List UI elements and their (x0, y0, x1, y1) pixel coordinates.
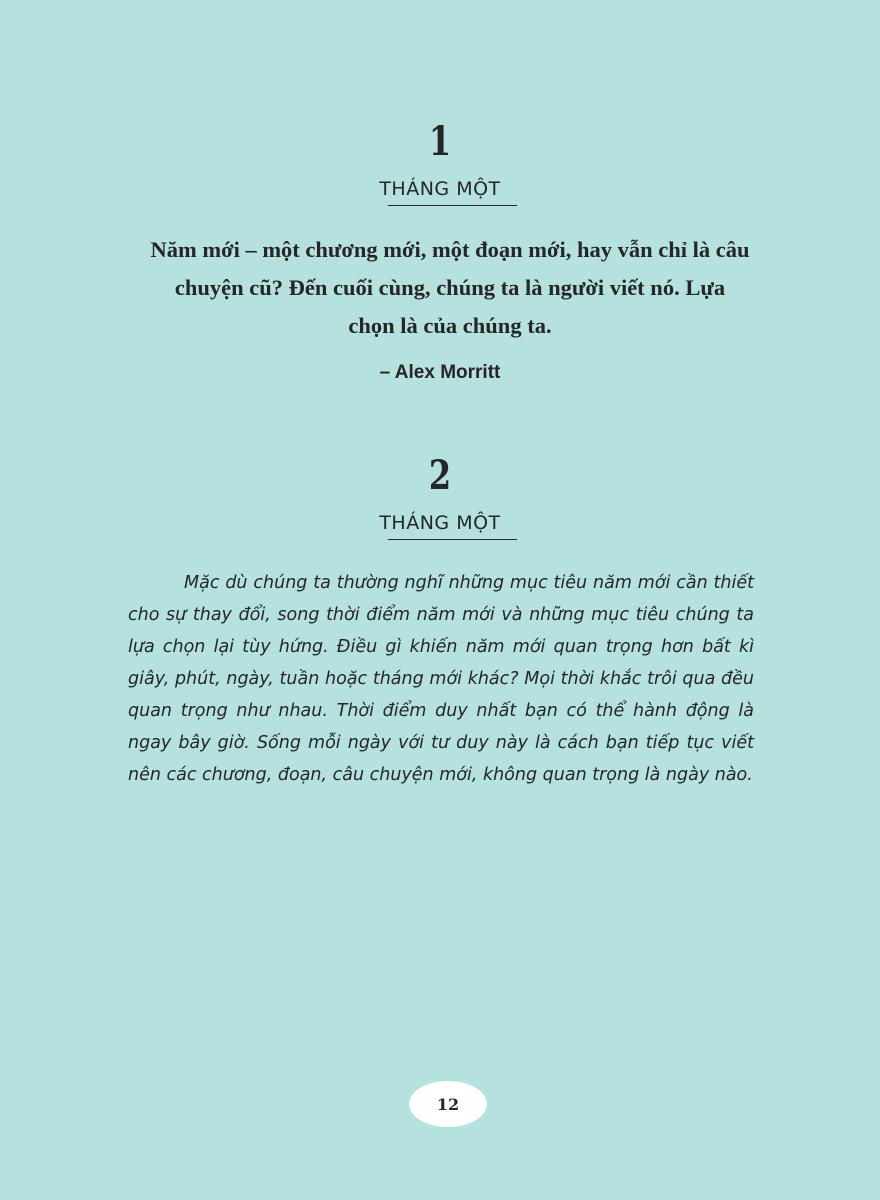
month-underline-2 (388, 539, 517, 540)
reflection-text: Mặc dù chúng ta thường nghĩ những mục tiêu năm mới cần thiết cho sự thay đổi, song thời điểm năm mới và những mục tiêu chúng ta lựa chọn lại tùy hứng. Điều gì khiến năm mới quan trọng hơn bất kì giây, phút, ngày, tuần hoặc tháng mới khác? Mọi thời khắc trôi qua đều quan trọng như nhau. Thời điểm duy nhất bạn có thể hành động là ngay bây giờ. Sống mỗi ngày với tư duy này là cách bạn tiếp tục viết nên các chương, đoạn, câu chuyện mới, không quan trọng là ngày nào. (128, 573, 754, 785)
page-number-badge (409, 1081, 487, 1127)
day-number-2: 2 (428, 452, 452, 499)
month-heading-2: THÁNG MỘT (379, 512, 501, 534)
day-number-1: 1 (428, 118, 452, 165)
month-heading-1: THÁNG MỘT (379, 178, 501, 200)
month-underline-1 (388, 205, 517, 206)
quote-text: Năm mới – một chương mới, một đoạn mới, hay vẫn chỉ là câu chuyện cũ? Đến cuối cùng, chúng ta là người viết nó. Lựa chọn là của chúng ta. (150, 237, 750, 338)
page-number: 12 (436, 1094, 460, 1114)
quote-author: – Alex Morritt (379, 362, 501, 383)
